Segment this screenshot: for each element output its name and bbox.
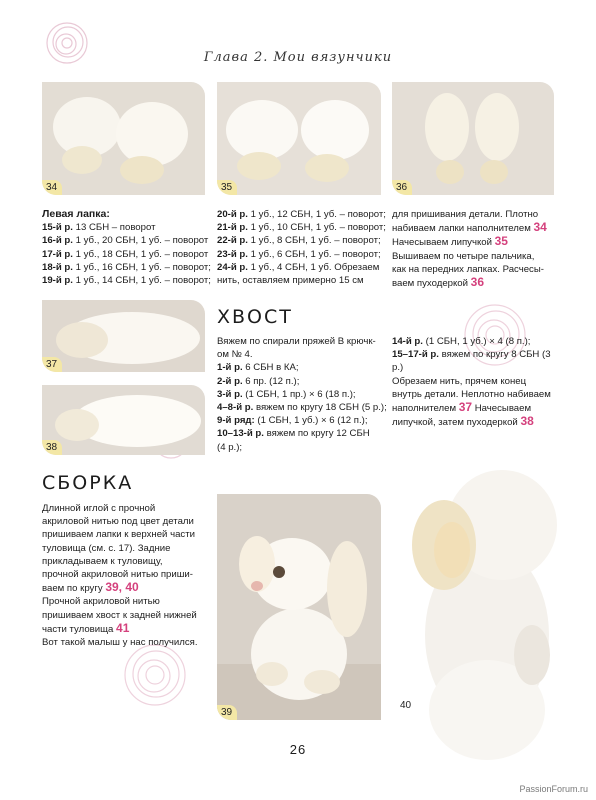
instruction-row: нить, оставляем примерно 15 см [217,275,364,287]
photo-ref: 34 [533,220,547,235]
photo-number: 39 [217,705,237,720]
chapter-title: Глава 2. Мои вязунчики [203,50,393,65]
photo-39 [217,494,381,720]
assembly-heading: СБОРКА [42,472,134,494]
instruction-row: 19-й р. 1 уб., 14 СБН, 1 уб. – поворот; [42,275,211,287]
photo-number: 38 [42,440,62,455]
instruction-row: 24-й р. 1 уб., 4 СБН, 1 уб. Обрезаем [217,261,380,273]
instruction-row: 21-й р. 1 уб., 10 СБН, 1 уб. – поворот; [217,222,386,234]
decorative-swirl-icon [120,640,190,710]
instruction-row: 14-й р. (1 СБН, 1 уб.) × 4 (8 п.); [392,336,531,347]
photo-number: 36 [392,180,412,195]
instruction-row: 1-й р. 6 СБН в КА; [217,362,299,374]
photo-35 [217,82,381,195]
tail-heading: ХВОСТ [217,306,293,328]
instruction-row: 15-й р. 13 СБН – поворот [42,222,156,234]
instruction-row: 23-й р. 1 уб., 6 СБН, 1 уб. – поворот; [217,248,381,260]
page-number: 26 [289,742,307,757]
photo-number: 34 [42,180,62,195]
left-paw-title: Левая лапка: [42,208,110,220]
instruction-row: 10–13-й р. вяжем по кругу 12 СБН [217,428,370,440]
photo-ref: 39, 40 [105,580,139,595]
watermark: PassionForum.ru [519,784,588,794]
photo-ref: 36 [470,275,485,290]
instruction-row: 3-й р. (1 СБН, 1 пр.) × 6 (18 п.); [217,388,356,400]
photo-number: 35 [217,180,237,195]
photo-ref: 41 [116,620,130,635]
instruction-row: 20-й р. 1 уб., 12 СБН, 1 уб. – поворот; [217,209,386,220]
photo-38 [42,385,205,455]
instruction-row: 17-й р. 1 уб., 18 СБН, 1 уб. – поворот [42,248,209,260]
right-instructions: для пришивания детали. Плотно набиваем лапки наполнителем 34 Начесываем липучкой 35 Вышиваем по четыре пальчика, как на передних лапках. Расчесы- ваем пуходеркой 36 [392,209,547,290]
tail-instructions: Вяжем по спирали пряжей В крючк- ом № 4. 1-й р. 6 СБН в КА; 2-й р. 6 пр. (12 п.); 3-й р. (1 СБН, 1 пр.) × 6 (18 п.); 4–8-й р. вяжем по кругу 18 СБН (5 р.); 9-й ряд: (1 СБН, 1 уб.) × 6 (12 п.); 10–13-й р. вяжем по кругу 12 СБН (4 р.); [217,336,387,453]
instruction-row: 2-й р. 6 пр. (12 п.); [217,375,300,387]
instruction-row: 15–17-й р. вяжем по кругу 8 СБН (3 р.) [392,349,551,374]
instruction-row: 22-й р. 1 уб., 8 СБН, 1 уб. – поворот; [217,235,381,247]
photo-ref: 37 [458,400,473,415]
instruction-row: 16-й р. 1 уб., 20 СБН, 1 уб. – поворот [42,235,209,247]
photo-number: 37 [42,357,62,372]
tail-instructions-right: 14-й р. (1 СБН, 1 уб.) × 4 (8 п.); 15–17-й р. вяжем по кругу 8 СБН (3 р.) Обрезаем нить, прячем конец внутрь детали. Неплотно набиваем наполнителем 37 Начесываем липучкой, затем пуходеркой 38 [392,335,564,429]
middle-instructions [217,208,387,287]
photo-37 [42,300,205,372]
photo-34 [42,82,205,195]
assembly-instructions: Длинной иглой с прочной акриловой нитью под цвет детали пришиваем лапки к верхней части туловища (см. с. 17). Задние прикладываем к туловищу, прочной акриловой нитью приши- ваем по кругу 39, 40 Прочной акриловой нитью пришиваем хвост к задней нижней части туловища 41 Вот такой малыш у нас получился. [42,503,198,649]
left-paw-instructions [42,208,217,287]
photo-number: 40 [400,700,412,711]
photo-40 [392,455,558,771]
instruction-row: 4–8-й р. вяжем по кругу 18 СБН (5 р.); [217,402,387,414]
instruction-row: 18-й р. 1 уб., 16 СБН, 1 уб. – поворот; [42,261,211,273]
instruction-row: 9-й ряд: (1 СБН, 1 уб.) × 6 (12 п.); [217,415,368,427]
photo-ref: 35 [494,234,508,249]
photo-ref: 38 [520,414,534,429]
photo-36 [392,82,554,195]
